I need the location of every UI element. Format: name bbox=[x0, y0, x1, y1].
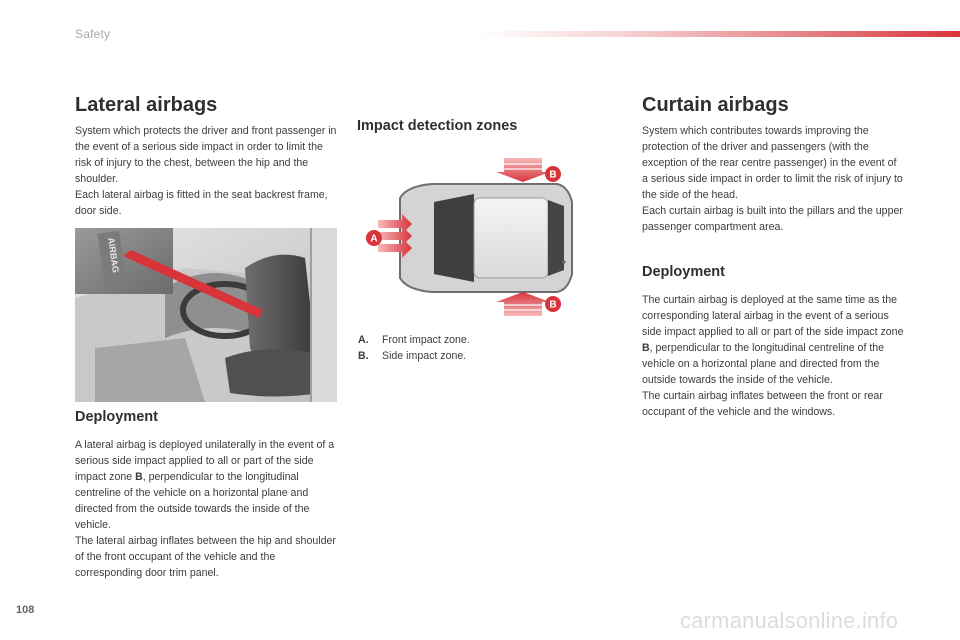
svg-text:B: B bbox=[549, 299, 557, 311]
curtain-deployment-section bbox=[642, 264, 904, 420]
impact-zones-section bbox=[357, 118, 617, 134]
legend-item: B. Side impact zone. bbox=[358, 350, 467, 362]
marker-b-badge-bottom bbox=[545, 296, 561, 312]
svg-text:B: B bbox=[549, 169, 557, 181]
svg-text:A: A bbox=[370, 233, 378, 245]
lateral-airbags-intro: System which protects the driver and front passenger in the event of a serious side impact in order to limit the risk of injury to the chest, between the hip and the shoulder. bbox=[75, 125, 337, 185]
airbag-tag-label: AIRBAG bbox=[106, 236, 121, 274]
curtain-airbags-section bbox=[642, 94, 904, 235]
marker-b-badge-top bbox=[545, 166, 561, 182]
marker-a-badge bbox=[366, 230, 382, 246]
impact-zones-title: Impact detection zones bbox=[357, 118, 518, 134]
legend-item: A. Front impact zone. bbox=[358, 334, 470, 346]
curtain-airbags-intro-2: Each curtain airbag is built into the pillars and the upper passenger compartment area. bbox=[642, 205, 903, 233]
side-impact-arrows-top bbox=[496, 158, 550, 182]
page-number: 108 bbox=[16, 604, 35, 616]
impact-zones-diagram bbox=[364, 158, 574, 316]
seat-airbag-photo bbox=[75, 228, 337, 402]
lateral-deployment-text-2: The lateral airbag inflates between the hip and shoulder of the front occupant of the vehicle and the corresponding door trim panel. bbox=[75, 535, 336, 579]
curtain-airbags-title: Curtain airbags bbox=[642, 94, 789, 116]
lateral-deployment-text: A lateral airbag is deployed unilaterally in the event of a serious side impact applied to all or part of the side impact zone B, perpendicular to the longitudinal centreline of the vehicle on a horizontal plane and directed from the outside towards the inside of the vehicle. bbox=[75, 439, 335, 531]
lateral-airbags-section bbox=[75, 94, 337, 219]
header-section-label: Safety bbox=[75, 27, 111, 41]
curtain-deployment-text: The curtain airbag is deployed at the same time as the corresponding lateral airbag in the event of a serious side impact applied to all or part of the side impact zone B, perpendicular to the longitudinal centreline of the vehicle on a horizontal plane and directed from the outside towards the inside of the vehicle. bbox=[642, 294, 904, 386]
impact-zones-legend bbox=[358, 332, 608, 364]
watermark: carmanualsonline.info bbox=[680, 608, 899, 633]
curtain-deployment-text-2: The curtain airbag inflates between the front or rear occupant of the vehicle and the windows. bbox=[642, 390, 883, 418]
lateral-airbags-title: Lateral airbags bbox=[75, 94, 218, 116]
lateral-deployment-title: Deployment bbox=[75, 409, 158, 425]
curtain-airbags-intro: System which contributes towards improving the protection of the driver and passengers (with the exception of the rear centre passenger) in the event of a serious side impact in order to limit the risk of injury to the side of the head. bbox=[642, 125, 903, 201]
front-impact-arrows bbox=[378, 214, 412, 258]
curtain-deployment-title: Deployment bbox=[642, 264, 725, 280]
lateral-airbags-intro-2: Each lateral airbag is fitted in the seat backrest frame, door side. bbox=[75, 189, 328, 217]
header-accent-bar bbox=[478, 31, 960, 37]
side-impact-arrows-bottom bbox=[496, 292, 550, 316]
lateral-deployment-section bbox=[75, 409, 337, 581]
